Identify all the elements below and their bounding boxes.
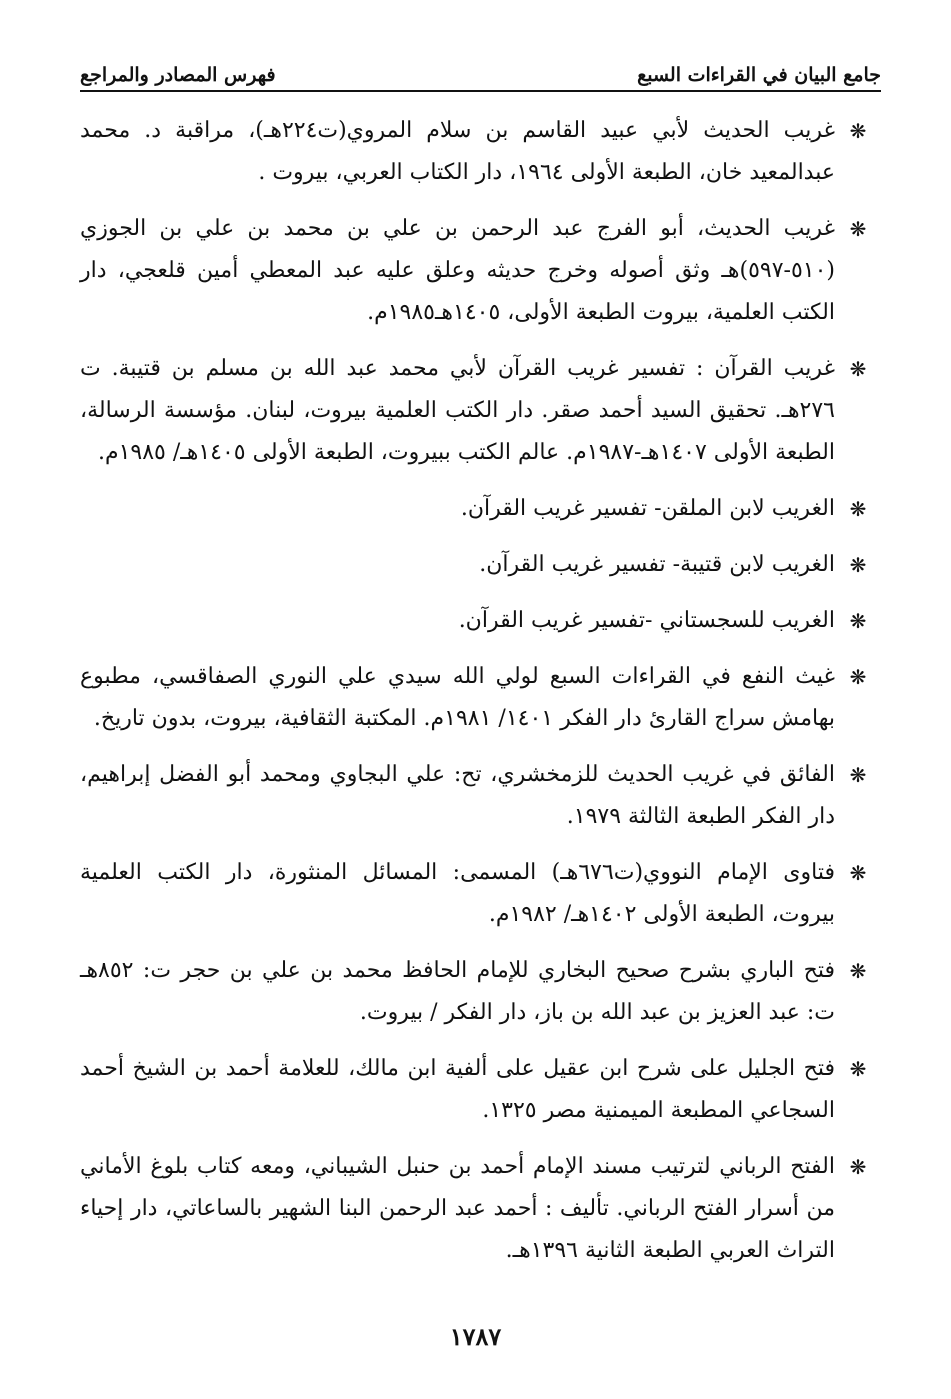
reference-entry <box>80 950 881 1034</box>
bullet-star-icon: ❋ <box>849 497 867 521</box>
reference-text: الفائق في غريب الحديث للزمخشري، تح: علي البجاوي ومحمد أبو الفضل إبراهيم، دار الفكر الطبعة الثالثة ١٩٧٩. <box>80 762 835 829</box>
reference-entry <box>80 488 881 530</box>
reference-entry <box>80 600 881 642</box>
reference-entry <box>80 1048 881 1132</box>
reference-text: غيث النفع في القراءات السبع لولي الله سيدي علي النوري الصفاقسي، مطبوع بهامش سراج القارئ دار الفكر ١٤٠١/ ١٩٨١م. المكتبة الثقافية، بيروت، بدون تاريخ. <box>80 664 835 731</box>
bullet-star-icon: ❋ <box>849 119 867 143</box>
reference-text: الغريب لابن قتيبة- تفسير غريب القرآن. <box>479 552 835 577</box>
reference-text: الغريب لابن الملقن- تفسير غريب القرآن. <box>460 496 835 521</box>
reference-text: فتح الباري بشرح صحيح البخاري للإمام الحافظ محمد بن علي بن حجر ت: ٨٥٢هـ ت: عبد العزيز بن عبد الله بن باز، دار الفكر / بيروت. <box>80 958 835 1025</box>
reference-text: الغريب للسجستاني -تفسير غريب القرآن. <box>458 608 835 633</box>
header-book-title: جامع البيان في القراءات السبع <box>637 64 881 86</box>
bullet-star-icon: ❋ <box>849 959 867 983</box>
reference-entry <box>80 656 881 740</box>
references-list <box>80 110 881 1286</box>
reference-entry <box>80 348 881 474</box>
reference-text: فتاوى الإمام النووي(ت٦٧٦هـ) المسمى: المسائل المنثورة، دار الكتب العلمية بيروت، الطبعة الأولى ١٤٠٢هـ/ ١٩٨٢م. <box>80 860 835 927</box>
bullet-star-icon: ❋ <box>849 553 867 577</box>
bullet-star-icon: ❋ <box>849 609 867 633</box>
reference-text: غريب القرآن : تفسير غريب القرآن لأبي محمد عبد الله بن مسلم بن قتيبة. ت ٢٧٦هـ. تحقيق السيد أحمد صقر. دار الكتب العلمية بيروت، لبنان. مؤسسة الرسالة، الطبعة الأولى ١٤٠٧هـ-١٩٨٧م. عالم الكتب ببيروت، الطبعة الأولى ١٤٠٥هـ/ ١٩٨٥م. <box>80 356 835 465</box>
reference-entry <box>80 544 881 586</box>
bullet-star-icon: ❋ <box>849 357 867 381</box>
bullet-star-icon: ❋ <box>849 1057 867 1081</box>
bullet-star-icon: ❋ <box>849 665 867 689</box>
page-header <box>80 52 881 92</box>
bullet-star-icon: ❋ <box>849 861 867 885</box>
reference-entry <box>80 110 881 194</box>
reference-entry <box>80 754 881 838</box>
reference-text: فتح الجليل على شرح ابن عقيل على ألفية ابن مالك، للعلامة أحمد بن الشيخ أحمد السجاعي المطبعة الميمنية مصر ١٣٢٥. <box>80 1056 835 1123</box>
reference-text: الفتح الرباني لترتيب مسند الإمام أحمد بن حنبل الشيباني، ومعه كتاب بلوغ الأماني من أسرار الفتح الرباني. تأليف : أحمد عبد الرحمن البنا الشهير بالساعاتي، دار إحياء التراث العربي الطبعة الثانية ١٣٩٦هـ. <box>80 1154 835 1263</box>
header-section-title: فهرس المصادر والمراجع <box>80 64 276 86</box>
bullet-star-icon: ❋ <box>849 1155 867 1179</box>
reference-entry <box>80 852 881 936</box>
reference-entry <box>80 208 881 334</box>
page-number: ١٧٨٧ <box>449 1322 502 1351</box>
reference-entry <box>80 1146 881 1272</box>
reference-text: غريب الحديث، أبو الفرج عبد الرحمن بن علي بن محمد بن علي بن الجوزي (٥١٠-٥٩٧)هـ وثق أصوله وخرج حديثه وعلق عليه عبد المعطي أمين قلعجي، دار الكتب العلمية، بيروت الطبعة الأولى، ١٤٠٥هـ١٩٨٥م. <box>80 216 835 325</box>
bullet-star-icon: ❋ <box>849 217 867 241</box>
bullet-star-icon: ❋ <box>849 763 867 787</box>
reference-text: غريب الحديث لأبي عبيد القاسم بن سلام المروي(ت٢٢٤هـ)، مراقبة د. محمد عبدالمعيد خان، الطبعة الأولى ١٩٦٤، دار الكتاب العربي، بيروت . <box>80 118 835 185</box>
